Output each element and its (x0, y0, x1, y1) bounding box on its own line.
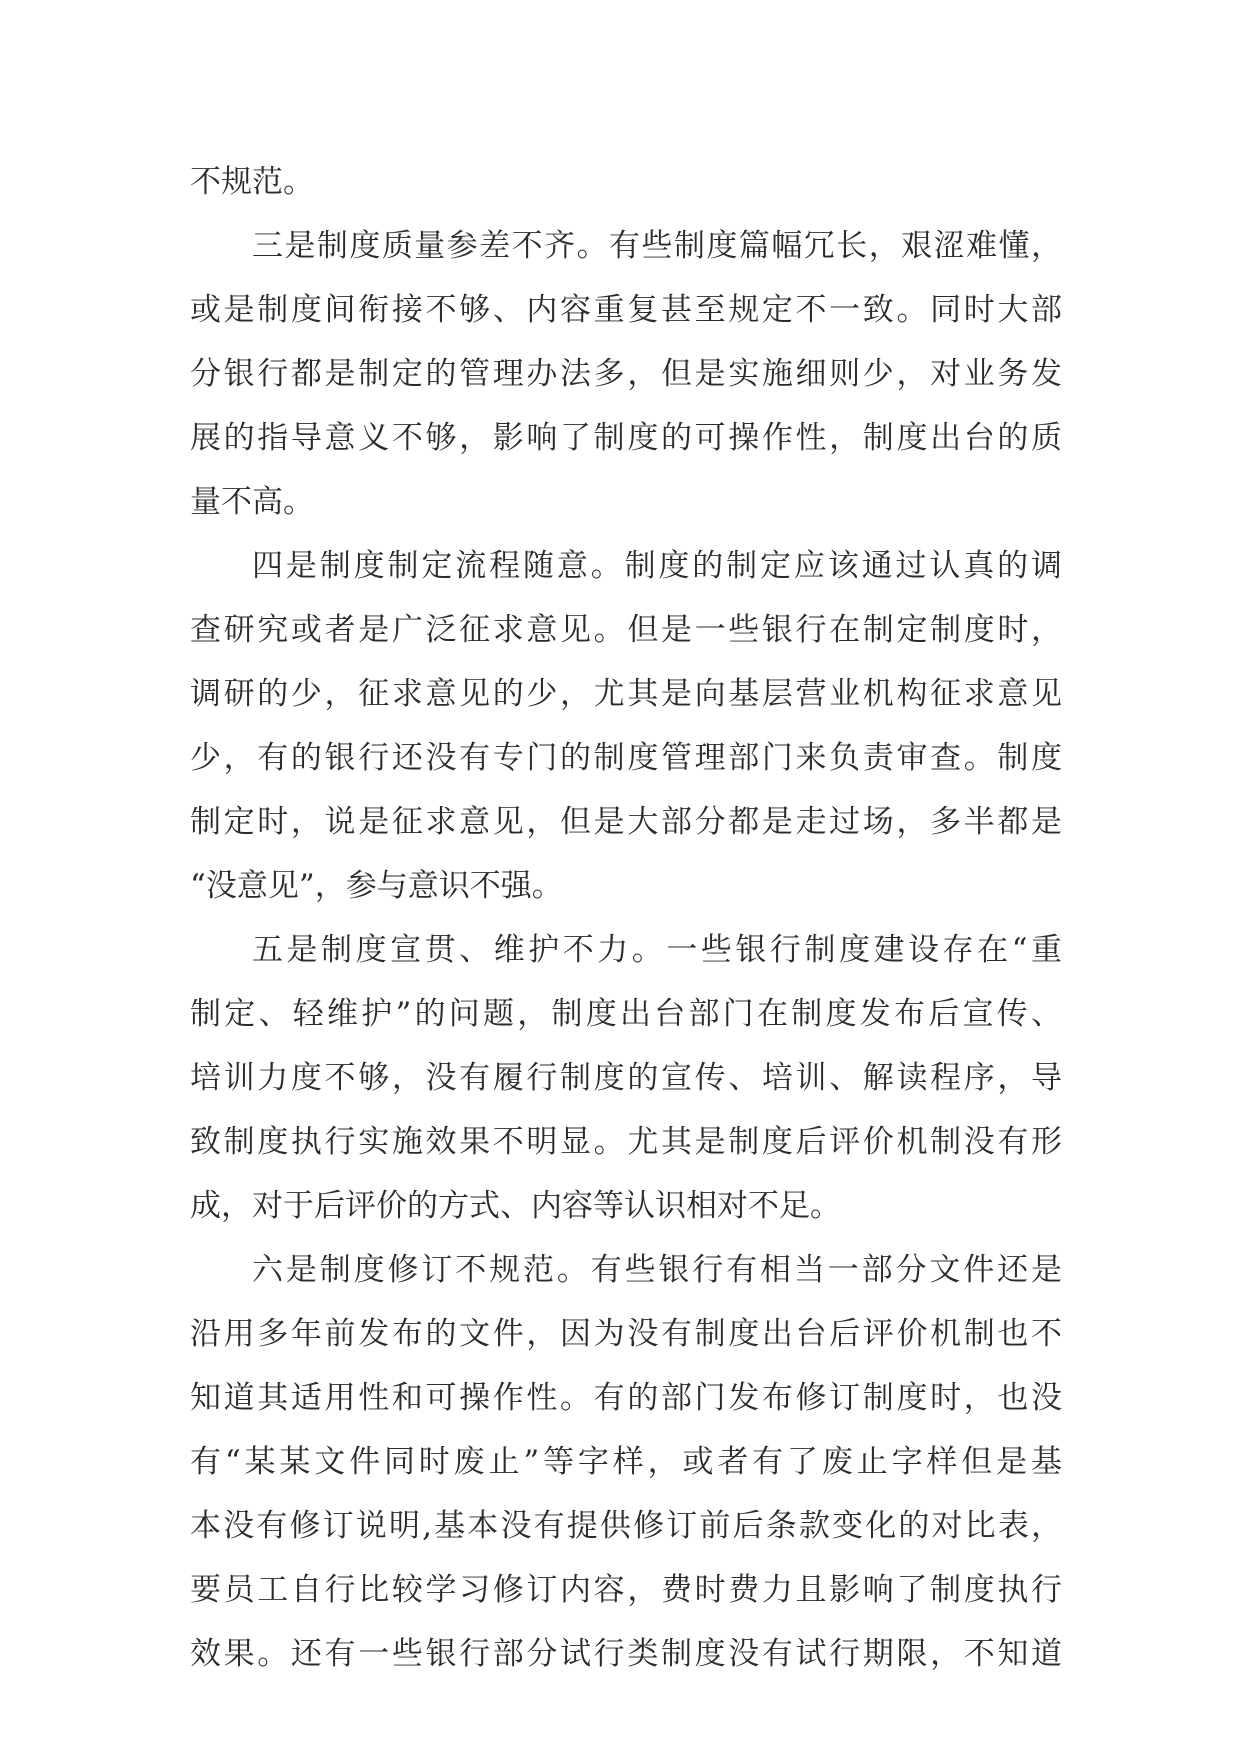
text-line: “没意见”，参与意识不强。 (190, 868, 563, 904)
text-line: 致制度执行实施效果不明显。尤其是制度后评价机制没有形 (190, 1124, 1062, 1160)
text-line: 培训力度不够，没有履行制度的宣传、培训、解读程序，导 (190, 1060, 1062, 1096)
text-line: 知道其适用性和可操作性。有的部门发布修订制度时，也没 (190, 1380, 1062, 1416)
text-line: 不规范。 (190, 164, 314, 200)
text-line: 展的指导意义不够，影响了制度的可操作性，制度出台的质 (190, 420, 1062, 456)
text-line: 调研的少，征求意见的少，尤其是向基层营业机构征求意见 (190, 676, 1062, 712)
paragraph-first-line: 四是制度制定流程随意。制度的制定应该通过认真的调 (252, 548, 1062, 584)
text-line: 量不高。 (190, 484, 314, 520)
text-line: 查研究或者是广泛征求意见。但是一些银行在制定制度时， (190, 612, 1062, 648)
text-line: 沿用多年前发布的文件，因为没有制度出台后评价机制也不 (190, 1316, 1062, 1352)
text-line: 制定时，说是征求意见，但是大部分都是走过场，多半都是 (190, 804, 1062, 840)
text-line: 少，有的银行还没有专门的制度管理部门来负责审查。制度 (190, 740, 1062, 776)
body-text (190, 150, 1062, 1686)
text-line: 成，对于后评价的方式、内容等认识相对不足。 (190, 1188, 841, 1224)
paragraph-first-line: 三是制度质量参差不齐。有些制度篇幅冗长，艰涩难懂， (252, 228, 1062, 264)
text-line: 制定、轻维护”的问题，制度出台部门在制度发布后宣传、 (190, 996, 1062, 1032)
text-line: 分银行都是制定的管理办法多，但是实施细则少，对业务发 (190, 356, 1062, 392)
paragraph-first-line: 六是制度修订不规范。有些银行有相当一部分文件还是 (252, 1252, 1062, 1288)
text-line: 要员工自行比较学习修订内容，费时费力且影响了制度执行 (190, 1572, 1062, 1608)
text-line: 本没有修订说明,基本没有提供修订前后条款变化的对比表， (190, 1508, 1062, 1544)
text-line: 或是制度间衔接不够、内容重复甚至规定不一致。同时大部 (190, 292, 1062, 328)
paragraph-first-line: 五是制度宣贯、维护不力。一些银行制度建设存在“重 (252, 932, 1062, 968)
text-line: 有“某某文件同时废止”等字样，或者有了废止字样但是基 (190, 1444, 1062, 1480)
text-line: 效果。还有一些银行部分试行类制度没有试行期限，不知道 (190, 1636, 1062, 1672)
